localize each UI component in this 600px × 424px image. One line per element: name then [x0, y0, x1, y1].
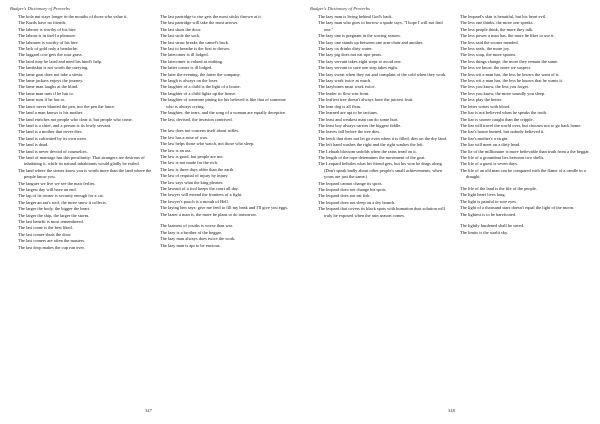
- proverb-entry: The land is never devoid of counselors.: [18, 148, 88, 154]
- proverb-entry: The liar is sooner caught than the cripple.: [460, 116, 534, 122]
- proverb-entry: The leech that does not let go even when it is filled, dies on the dry land.: [318, 135, 447, 141]
- proverb-entry: The land of marriage has this peculiarity: That strangers are desirous of inhabiting it, while its natural inhabitants would gladly be exiled.: [18, 154, 145, 167]
- proverb-entry: The Leopard belittles what his friend gets, but his won he drags along (Don't speak badly about other people's small achievements, when yours are just the same.): [318, 161, 442, 180]
- proverb-entry: The labour is in itself a pleasure.: [18, 33, 77, 39]
- proverb-entry: The labourer is worthy of his hire.: [18, 39, 79, 45]
- proverb-entry: The languer we live we see the mair ferlies.: [18, 180, 96, 186]
- proverb-entry: The leader to flow win front.: [318, 90, 370, 96]
- proverb-entry: The liar's house burned, but nobody believed it.: [460, 129, 545, 135]
- proverb-entry: The lazy servant to save one step takes eight.: [318, 65, 398, 71]
- proverb-entry: The latecomer is valued as nothing.: [160, 58, 224, 64]
- proverb-entry: The lawyer's pouch is a mouth of Hell.: [160, 198, 229, 204]
- proverb-entry: The law has a nose of wax.: [160, 134, 209, 140]
- proverb-entry: The lawsuit of a fool keeps the court all day.: [160, 185, 239, 191]
- proverb-entry: The lazy servant takes eight steps to avoid one.: [318, 58, 402, 64]
- proverb-entry: The less wit a man has, the less he knows that he wants it.: [460, 78, 563, 84]
- proverb-entry: The life of an old man can be compared with the flame of a candle in a draught.: [460, 167, 586, 180]
- proverb-entry: The less said the sooner mended.: [460, 39, 519, 45]
- proverb-entry: The length of the rope determines the movement of the goat.: [318, 154, 426, 160]
- proverb-entry: The life of the land is the life of the people.: [460, 185, 538, 191]
- proverb-entry: The last benefit is most remembered.: [18, 219, 84, 224]
- proverb-entry: The least boy always carries the biggest fiddle.: [318, 122, 402, 128]
- proverb-entry: The leaves fall before the tree dies.: [318, 129, 381, 135]
- proverb-entry: The land where the stones know you is worth more than the land where the people know you.: [18, 167, 152, 180]
- column-right-1: [318, 14, 452, 219]
- proverb-entry: The life of a groundnut lies between two shells.: [460, 154, 545, 160]
- proverb-entry: The leopard does not sleep on a dry branch.: [318, 199, 396, 205]
- proverb-entry: The law says what the king pleases.: [160, 179, 224, 185]
- proverb-entry: The last partridge to rise gets the most sticks thrown at it.: [160, 14, 262, 19]
- proverb-entry: The land is a chief, and a person is its lowly servant.: [18, 122, 112, 128]
- proverb-entry: The light of a thousand stars doesn't equal the light of the moon.: [460, 205, 575, 211]
- proverb-entry: The latter comer is ill lodged.: [160, 65, 213, 71]
- proverb-entry: The less power a man has, the more he likes to use it.: [460, 33, 555, 39]
- proverb-entry: The lame goat does not take a siesta.: [18, 71, 84, 77]
- proverb-entry: The land is dead.: [18, 142, 49, 148]
- proverb-entry: The lazy man always does twice the work.: [160, 236, 236, 242]
- proverb-entry: The liar will travel the world over, but chooses not to go back home.: [460, 122, 582, 128]
- proverb-entry: The last drop makes the cup run over.: [18, 244, 85, 250]
- proverb-entry: The lack of gold only a headache.: [18, 46, 79, 52]
- proverb-entry: The largest day will have an end.: [18, 186, 77, 192]
- proverb-entry: The lawyer will extend the frontiers of a fight.: [160, 192, 243, 198]
- proverb-entry: The last shuts the door.: [160, 26, 202, 32]
- proverb-entry: The law helps those who watch, not those who sleep.: [160, 141, 255, 147]
- proverb-entry: The lance never blunted the pen, nor the pen the lance.: [18, 103, 116, 109]
- proverb-entry: The less soap, the more spoons.: [460, 52, 517, 58]
- proverb-entry: The lie of the millionaire is more believable than truth from a the beggar.: [460, 148, 590, 154]
- proverb-entry: The liar will meet on a dirty head.: [460, 142, 521, 148]
- proverb-entry: The land enriches not people who clear it, but people who come.: [18, 116, 133, 122]
- proverb-entry: The law is good, but people are not.: [160, 153, 224, 159]
- proverb-entry: The least and weakest man can do some hurt.: [318, 116, 399, 122]
- proverb-entry: The lame man runs if he has to.: [18, 90, 74, 96]
- proverb-entry: The less wit a man has, the less he knows the want of it.: [460, 71, 560, 77]
- proverb-entry: The laugh is always on the loser.: [160, 78, 219, 84]
- proverb-entry: The law is not made for the rich.: [160, 160, 218, 166]
- proverb-entry: The lean dog is all fleas.: [318, 103, 362, 109]
- proverb-entry: The laziness of youths is worse than war.: [160, 223, 233, 229]
- proverb-entry: The laird may be laird and need his hind's help.: [18, 58, 103, 64]
- proverb-entry: The letter writes with blood.: [460, 103, 511, 109]
- proverb-entry: The larger the body, the bigger the heart.: [18, 206, 91, 212]
- column-left-1: [18, 14, 152, 251]
- proverb-entry: The lame runs if he has to.: [18, 97, 66, 103]
- proverb-entry: The lightest is to be barefooted.: [460, 211, 517, 217]
- proverb-entry: The less you know, the more soundly you sleep.: [460, 90, 546, 96]
- proverb-entry: The less one thinks, the more one speaks.: [460, 20, 534, 26]
- proverb-entry: The law does not concern itself about trifles.: [160, 128, 240, 134]
- page-number: 348: [448, 408, 455, 413]
- proverb-entry: The laughter of a child lights up the house.: [160, 90, 237, 96]
- proverb-entry: The lame man laughs at the blind.: [18, 84, 79, 90]
- proverb-entry: The leopard that covers its black spots with humation dust solution will truly be exposed when the rain season comes.: [318, 206, 445, 218]
- proverb-entry: The limits is the starlit sky.: [460, 229, 509, 235]
- proverb-entry: The lazy ox drinks dirty water.: [318, 46, 373, 52]
- proverb-entry: The leopard does not eat fish.: [318, 193, 371, 199]
- proverb-entry: The left hand washes the right and the right washes the left.: [318, 142, 424, 148]
- proverb-entry: The laborer is worthy of his hire.: [18, 26, 77, 32]
- proverb-entry: The kola nut stays longer in the mouths of those who value it.: [18, 14, 128, 19]
- proverb-entry: The light is painful to sore eyes.: [460, 198, 518, 204]
- proverb-entry: The less seals, the more joy.: [460, 46, 510, 52]
- proverb-entry: The last to breathe is the first to drown.: [160, 46, 230, 52]
- proverb-entry: The laughter of someone pining for his beloved is like that of someone who is always crying.: [160, 97, 286, 109]
- proverb-entry: The less you know, the less you forget.: [460, 84, 530, 90]
- proverb-entry: The life of a guest is seven days.: [460, 161, 518, 167]
- proverb-entry: The leopard's skin is beautiful, but his heart evil.: [460, 14, 547, 19]
- proverb-entry: The less people think, the more they talk.: [460, 26, 534, 32]
- proverb-entry: The leafiest tree doesn't always have the juiciest fruit.: [318, 97, 414, 103]
- proverb-entry: The last comers are often the masters.: [18, 238, 86, 244]
- proverb-entry: The laggard cow gets the sour grass.: [18, 52, 83, 58]
- proverb-entry: The light heart lives long.: [460, 192, 506, 198]
- proverb-entry: The less play the better.: [460, 97, 503, 103]
- proverb-entry: The lazy pig does not eat ripe pears.: [318, 52, 383, 58]
- proverb-entry: The latecomer is ill lodged.: [160, 52, 209, 58]
- proverb-entry: The liar's mother's a virgin.: [460, 135, 509, 141]
- proverb-entry: The law, devised, the invasion contrived.: [160, 116, 233, 122]
- proverb-entry: The land is cultivated by its own oxen.: [18, 135, 87, 141]
- proverb-entry: The laughter, the tears, and the song of a woman are equally deceptive.: [160, 110, 287, 116]
- proverb-entry: The law is an ass.: [160, 147, 192, 153]
- proverb-entry: The laying hen says: give me feed to fill my beak and I'll give you eggs.: [160, 205, 288, 211]
- proverb-entry: The last straw breaks the camel's back.: [160, 39, 229, 45]
- proverb-entry: The land is a mother that never dies.: [18, 129, 83, 135]
- proverb-entry: The less we know, the more we suspect.: [460, 65, 532, 71]
- proverb-entry: The lazybones must work twice.: [318, 84, 376, 90]
- proverb-entry: The learned are apt to be taciturn.: [318, 110, 378, 116]
- proverb-entry: The laughter of a child is the light of a house.: [160, 84, 241, 90]
- proverb-entry: The leopard does not change his spots.: [318, 186, 387, 192]
- proverb-entry: The last partridge will take the most arrows.: [160, 20, 239, 26]
- proverb-entry: The lame jackass enjoys the journey.: [18, 78, 84, 84]
- column-right-2: [460, 14, 594, 236]
- proverb-entry: The lazy one stands up between one arm-chair and another.: [318, 39, 424, 45]
- proverb-entry: The last come is the best liked.: [18, 225, 73, 231]
- proverb-entry: The larger an ant's roof, the more snow it collects.: [18, 199, 107, 205]
- proverb-entry: The Lehuah blossom unfolds when the rains tread on it.: [318, 148, 417, 154]
- proverb-entry: The less things change, the more they remain the same.: [460, 58, 559, 64]
- proverb-entry: The law is three days older than the earth.: [160, 166, 235, 172]
- right-page: [300, 0, 600, 424]
- proverb-entry: The lightly burdened shall be saved.: [460, 223, 525, 229]
- proverb-entry: The lazier a man is, the more he plans to do tomorrow.: [160, 211, 257, 217]
- proverb-entry: The lazy man who goes to borrow a spade says, "I hope I will not find one.": [318, 20, 443, 32]
- page-number: 347: [145, 408, 152, 413]
- proverb-entry: The lap of its owner is security enough for a cat.: [18, 193, 104, 199]
- proverb-entry: The lazy sweat when they eat and complain of the cold when they work.: [318, 71, 447, 77]
- proverb-entry: The Kurds have no friends.: [18, 20, 67, 26]
- proverb-entry: The liar is not believed when he speaks the truth.: [460, 110, 547, 116]
- proverb-entry: The lazy work twice as much.: [318, 78, 372, 84]
- proverb-entry: The lazy man is apt to be envious.: [160, 242, 221, 248]
- proverb-entry: The last comer shuts the door.: [18, 231, 72, 237]
- proverb-entry: The law of requital of injury by injury.: [160, 173, 229, 179]
- proverb-entry: The land a man knows is his mother.: [18, 110, 84, 116]
- column-left-2: [160, 14, 294, 249]
- proverb-entry: The larger the ship, the larger the storm.: [18, 212, 90, 218]
- proverb-entry: The lazy one is pregnant in the sowing season.: [318, 33, 401, 39]
- running-head: Badger's Dictionary of Proverbs: [310, 6, 370, 11]
- proverb-entry: The leopard cannot change its spots.: [318, 180, 383, 186]
- proverb-entry: The lazy is a brother of the beggar.: [160, 229, 222, 235]
- proverb-entry: The last stole the sack.: [160, 33, 201, 39]
- proverb-entry: The later the evening, the fairer the company.: [160, 71, 241, 77]
- proverb-entry: The lambskin is not worth the currying.: [18, 65, 89, 71]
- running-head: Badger's Dictionary of Proverbs: [10, 6, 70, 11]
- proverb-entry: The lazy man is living behind God's back.: [318, 14, 393, 19]
